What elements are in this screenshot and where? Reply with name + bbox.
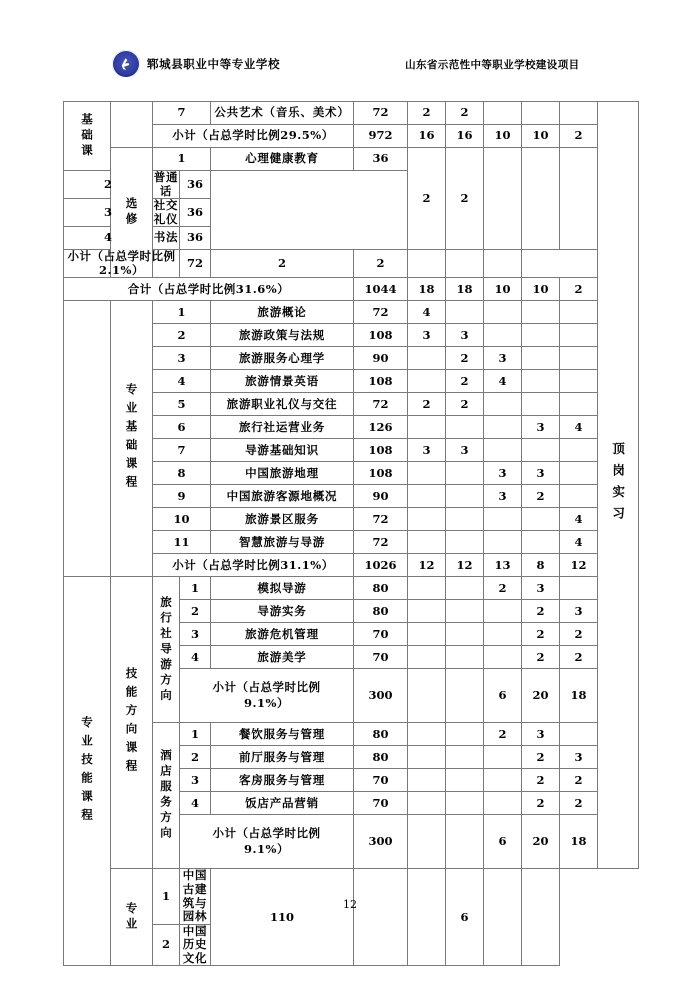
semester-5 [560,370,598,393]
course-hours: 126 [354,416,408,439]
semester-5: 18 [560,815,598,869]
semester-3 [484,439,522,462]
course-hours: 80 [354,600,408,623]
semester-5 [484,250,522,278]
semester-3 [484,324,522,347]
row-number: 6 [153,416,211,439]
semester-4: 2 [522,792,560,815]
row-number: 3 [180,769,211,792]
semester-3 [484,148,522,250]
row-number: 2 [180,600,211,623]
course-hours: 108 [354,439,408,462]
group-label-major-skill: 专业技能课程 [64,577,111,966]
semester-1 [408,723,446,746]
row-number: 7 [153,102,211,125]
semester-2 [446,531,484,554]
course-hours: 36 [180,227,211,250]
semester-4 [522,439,560,462]
semester-3: 10 [484,278,522,301]
group-label-major-basic: 专业基础课程 [111,301,153,577]
semester-1 [408,462,446,485]
semester-4: 2 [522,623,560,646]
row-number: 1 [153,301,211,324]
semester-4: 10 [522,278,560,301]
row-number: 1 [180,723,211,746]
course-name: 公共艺术（音乐、美术） [211,102,354,125]
course-hours: 70 [354,623,408,646]
semester-4 [522,531,560,554]
row-number: 11 [153,531,211,554]
semester-1 [408,508,446,531]
semester-1: 3 [408,324,446,347]
subtotal-label [180,669,354,723]
group-label-hotel-service-direction: 酒店服务方向 [153,723,180,869]
semester-2 [446,485,484,508]
semester-4: 2 [522,600,560,623]
course-hours: 72 [180,250,211,278]
semester-2: 12 [446,554,484,577]
semester-2: 2 [446,148,484,250]
course-name: 社交礼仪 [153,198,179,226]
semester-5: 3 [560,600,598,623]
course-name: 导游基础知识 [211,439,354,462]
course-hours: 72 [354,393,408,416]
course-hours: 108 [354,324,408,347]
semester-3 [484,792,522,815]
course-name: 饭店产品营销 [211,792,354,815]
row-number: 7 [153,439,211,462]
table-row [64,148,639,171]
course-name: 心理健康教育 [211,148,354,171]
group-label-travel-agency-direction: 旅行社导游方向 [153,577,180,723]
semester-3: 6 [484,669,522,723]
semester-1: 2 [211,250,354,278]
group-label-foundation: 基础课 [64,102,111,171]
semester-5 [560,347,598,370]
course-name: 普通话 [153,170,179,198]
semester-4: 20 [522,815,560,869]
semester-3 [484,746,522,769]
semester-2: 2 [446,102,484,125]
subtotal-label-line1: 小计（占总学时比例 [212,826,321,841]
semester-4: 3 [522,462,560,485]
header-left-group [112,50,280,78]
semester-3: 13 [484,554,522,577]
semester-3 [484,508,522,531]
semester-4 [522,324,560,347]
semester-5 [560,577,598,600]
subtotal-label-line2: 9.1%） [244,695,289,710]
semester-1: 12 [408,554,446,577]
curriculum-table [63,101,639,966]
subtotal-label: 小计（占总学时比例29.5%） [153,125,354,148]
semester-5: 4 [560,531,598,554]
semester-3 [484,301,522,324]
row-number: 1 [180,577,211,600]
semester-5: 4 [560,416,598,439]
semester-2 [446,815,484,869]
course-hours: 1026 [354,554,408,577]
row-number: 4 [180,792,211,815]
semester-1 [408,792,446,815]
course-hours: 80 [354,577,408,600]
row-number: 1 [153,148,211,171]
semester-1: 18 [408,278,446,301]
course-name: 中国历史文化 [180,924,211,966]
semester-2: 2 [354,250,408,278]
course-name: 前厅服务与管理 [211,746,354,769]
group-label-internship: 顶岗实习 [598,102,639,869]
course-name: 旅游美学 [211,646,354,669]
semester-4: 2 [522,485,560,508]
course-hours: 70 [354,646,408,669]
course-hours: 108 [354,370,408,393]
course-name: 旅游服务心理学 [211,347,354,370]
page-number: 12 [343,898,357,911]
course-name: 中国旅游客源地概况 [211,485,354,508]
semester-5 [560,324,598,347]
semester-3: 6 [484,815,522,869]
semester-2 [446,769,484,792]
semester-4 [522,393,560,416]
row-number: 9 [153,485,211,508]
semester-4 [522,102,560,125]
semester-1 [408,815,446,869]
subtotal-label-line1: 小计（占总学时比例 [212,680,321,695]
table-row [64,278,639,301]
semester-1: 2 [408,393,446,416]
semester-2: 16 [446,125,484,148]
semester-3: 3 [484,462,522,485]
course-hours: 36 [180,171,211,199]
semester-5 [560,439,598,462]
course-name: 书法 [153,227,180,250]
document-header [0,44,700,84]
course-hours: 300 [354,669,408,723]
semester-1 [408,669,446,723]
semester-3: 10 [484,125,522,148]
row-number: 8 [153,462,211,485]
semester-5: 2 [560,646,598,669]
row-number: 2 [180,746,211,769]
semester-3: 2 [484,723,522,746]
grand-total-label: 合计（占总学时比例31.6%） [64,278,354,301]
course-name: 客房服务与管理 [211,769,354,792]
semester-2: 18 [446,278,484,301]
course-name: 智慧旅游与导游 [211,531,354,554]
semester-4: 2 [522,646,560,669]
semester-3: 3 [484,347,522,370]
empty-cell [111,102,153,148]
semester-3 [484,102,522,125]
semester-5: 18 [560,669,598,723]
group-label-elective: 选修 [111,148,153,278]
course-name: 导游实务 [211,600,354,623]
semester-2 [446,508,484,531]
row-number: 10 [153,508,211,531]
course-name: 中国古建筑与园林 [180,869,211,924]
curriculum-table-wrapper [63,101,638,966]
school-name: 郓城县职业中等专业学校 [147,57,281,71]
semester-1 [408,769,446,792]
semester-3: 6 [446,869,484,966]
semester-1: 2 [408,102,446,125]
semester-4: 3 [522,577,560,600]
semester-2 [446,462,484,485]
row-number: 3 [64,199,153,227]
semester-2: 2 [446,347,484,370]
course-name: 旅游情景英语 [211,370,354,393]
semester-2: 2 [446,393,484,416]
semester-5: 2 [560,125,598,148]
table-row [64,250,639,278]
semester-2 [446,600,484,623]
row-number: 4 [64,227,153,250]
course-name: 旅行社运营业务 [211,416,354,439]
subtotal-label-line2: 9.1%） [244,841,289,856]
semester-5: 4 [560,508,598,531]
semester-4 [522,370,560,393]
semester-4 [446,250,484,278]
course-name: 模拟导游 [211,577,354,600]
semester-4 [522,148,560,250]
semester-5: 2 [560,792,598,815]
semester-3 [484,646,522,669]
course-name: 旅游职业礼仪与交往 [211,393,354,416]
semester-2 [446,746,484,769]
semester-5 [560,485,598,508]
semester-2: 3 [446,324,484,347]
semester-4: 20 [522,669,560,723]
semester-5: 3 [560,746,598,769]
course-name: 中国旅游地理 [211,462,354,485]
course-hours: 36 [180,199,211,227]
semester-4: 8 [522,554,560,577]
semester-2 [446,669,484,723]
semester-5 [560,301,598,324]
course-hours: 36 [354,148,408,171]
semester-5: 2 [560,623,598,646]
semester-1 [408,577,446,600]
course-hours: 90 [354,485,408,508]
course-name: 旅游政策与法规 [211,324,354,347]
course-hours: 80 [354,723,408,746]
course-hours: 1044 [354,278,408,301]
course-hours: 70 [354,792,408,815]
course-hours: 80 [354,746,408,769]
semester-3 [484,769,522,792]
semester-5 [560,393,598,416]
semester-5 [560,462,598,485]
semester-5: 2 [560,769,598,792]
semester-5: 2 [560,278,598,301]
table-row [64,301,639,324]
course-hours: 72 [354,508,408,531]
semester-2: 3 [446,439,484,462]
semester-4 [522,301,560,324]
semester-1: 3 [408,439,446,462]
course-hours: 108 [354,462,408,485]
project-title: 山东省示范性中等职业学校建设项目 [405,58,580,71]
semester-1: 4 [408,301,446,324]
course-name: 旅游概论 [211,301,354,324]
semester-2 [446,301,484,324]
course-name: 旅游危机管理 [211,623,354,646]
course-hours: 70 [354,769,408,792]
row-number: 3 [153,347,211,370]
semester-1 [408,416,446,439]
row-number: 5 [153,393,211,416]
semester-1 [354,869,408,966]
semester-2 [446,416,484,439]
subtotal-label [180,815,354,869]
semester-1 [408,623,446,646]
row-number: 2 [153,924,180,966]
semester-1 [408,531,446,554]
group-label-skill-direction: 技能方向课程 [111,577,153,869]
subtotal-label: 小计（占总学时比例31.1%） [153,554,354,577]
semester-2 [408,869,446,966]
row-number: 4 [153,370,211,393]
semester-3 [484,623,522,646]
semester-4: 2 [522,746,560,769]
semester-1 [408,485,446,508]
semester-1 [408,370,446,393]
course-hours: 110 [211,869,354,966]
semester-5: 12 [560,554,598,577]
semester-1: 2 [408,148,446,250]
course-hours: 300 [354,815,408,869]
semester-3 [484,416,522,439]
row-number: 2 [153,324,211,347]
semester-4 [484,869,522,966]
semester-3: 3 [484,485,522,508]
semester-2 [446,577,484,600]
semester-1 [408,646,446,669]
semester-3: 2 [484,577,522,600]
row-number: 4 [180,646,211,669]
semester-5 [560,723,598,746]
semester-2 [446,646,484,669]
empty-cell [64,301,111,577]
course-hours: 72 [354,301,408,324]
course-name: 旅游景区服务 [211,508,354,531]
course-hours: 72 [354,531,408,554]
table-row [64,102,639,125]
semester-3 [408,250,446,278]
course-hours: 72 [354,102,408,125]
semester-2 [446,723,484,746]
semester-2 [446,623,484,646]
semester-1: 16 [408,125,446,148]
semester-3 [484,531,522,554]
semester-1 [408,600,446,623]
semester-2: 2 [446,370,484,393]
semester-4: 2 [522,769,560,792]
semester-3 [484,600,522,623]
semester-5 [560,148,598,250]
course-name: 餐饮服务与管理 [211,723,354,746]
course-hours: 972 [354,125,408,148]
semester-4: 3 [522,416,560,439]
semester-5 [522,869,560,966]
semester-1 [408,347,446,370]
semester-4 [522,508,560,531]
course-hours: 90 [354,347,408,370]
semester-4: 3 [522,723,560,746]
table-row [64,869,639,924]
row-number: 3 [180,623,211,646]
group-label-specialty: 专业 [111,869,153,966]
row-number: 1 [153,869,180,924]
subtotal-label: 小计（占总学时比例2.1%） [64,250,180,278]
semester-3 [484,393,522,416]
table-row [64,577,639,600]
row-number: 2 [64,171,153,199]
semester-3: 4 [484,370,522,393]
semester-5 [560,102,598,125]
school-emblem-icon [112,50,140,78]
semester-1 [408,746,446,769]
semester-4: 10 [522,125,560,148]
semester-4 [522,347,560,370]
semester-2 [446,792,484,815]
